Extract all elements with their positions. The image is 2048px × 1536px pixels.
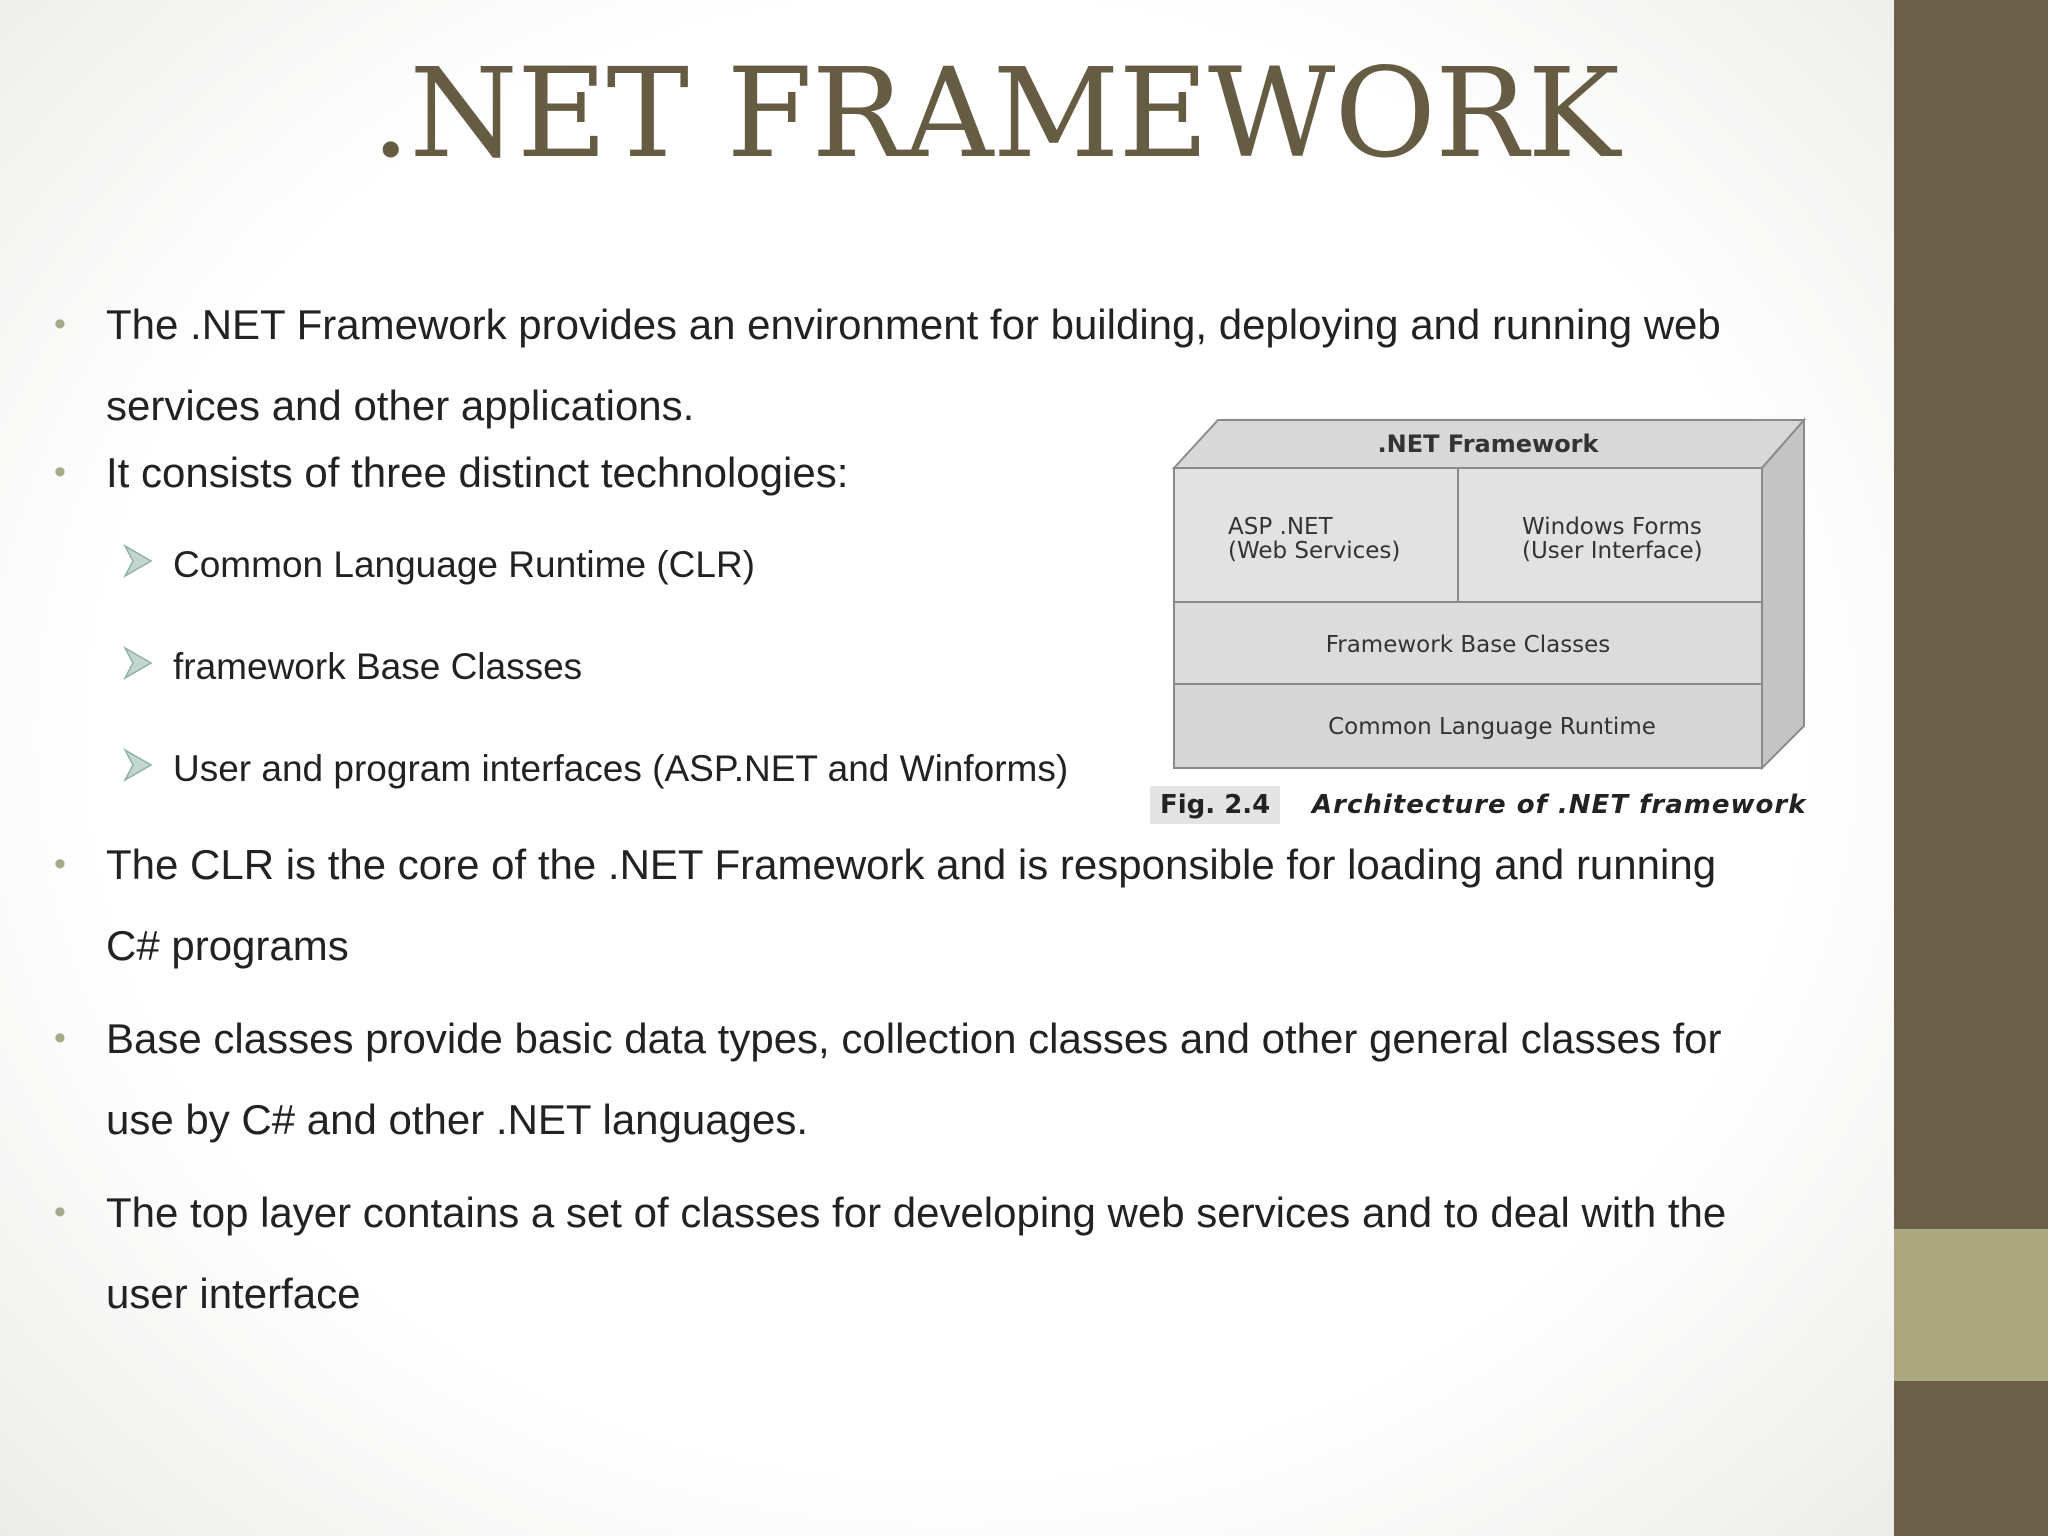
arrow-bullet-icon — [123, 748, 153, 782]
sub-item-text: Common Language Runtime (CLR) — [173, 544, 755, 585]
bullet-text-line: use by C# and other .NET languages. — [106, 1096, 809, 1143]
bullet-text-line: The .NET Framework provides an environment for building, deploying and running web — [106, 301, 1721, 348]
clr-label: Common Language Runtime — [1328, 714, 1656, 740]
bullet-dot-icon: • — [54, 1193, 66, 1231]
bullet-text-line: user interface — [106, 1270, 361, 1317]
sub-item-text: framework Base Classes — [173, 646, 583, 687]
sub-list-item — [173, 744, 1068, 794]
bullet-text-line: It consists of three distinct technologies: — [106, 449, 849, 496]
figure-caption-text: Architecture of .NET framework — [1312, 790, 1807, 820]
slide-title: .NET FRAMEWORK — [370, 42, 1620, 186]
diagram-side-face — [1762, 420, 1804, 768]
bullet-item — [54, 432, 849, 513]
bullet-dot-icon: • — [54, 845, 66, 883]
bullet-dot-icon: • — [54, 453, 66, 491]
figure-caption — [1150, 786, 1814, 826]
bullet-item — [54, 1172, 1727, 1334]
bullet-dot-icon: • — [54, 1019, 66, 1057]
base-classes-label: Framework Base Classes — [1325, 632, 1611, 658]
bullet-text-line: Base classes provide basic data types, collection classes and other general classes for — [106, 1015, 1722, 1062]
bullet-text-line: The CLR is the core of the .NET Framework and is responsible for loading and running — [106, 841, 1717, 888]
sidebar-accent — [1894, 1229, 2048, 1381]
arrow-bullet-icon — [123, 646, 153, 680]
sub-list-item — [173, 540, 755, 590]
bullet-dot-icon: • — [54, 305, 66, 343]
bullet-text-line: The top layer contains a set of classes for developing web services and to deal with the — [106, 1189, 1727, 1236]
diagram-header-label: .NET Framework — [1377, 430, 1599, 458]
sub-list-item — [173, 642, 582, 692]
bullet-text-line: services and other applications. — [106, 382, 695, 429]
bullet-item — [54, 824, 1717, 986]
windows-forms-label: Windows Forms — [1522, 514, 1702, 540]
arrow-bullet-icon — [123, 544, 153, 578]
sub-item-text: User and program interfaces (ASP.NET and Winforms) — [173, 748, 1069, 789]
windows-forms-sublabel: (User Interface) — [1522, 538, 1703, 564]
asp-net-label: ASP .NET — [1228, 514, 1333, 540]
architecture-diagram — [1148, 412, 1808, 832]
asp-net-sublabel: (Web Services) — [1228, 538, 1401, 564]
bullet-item — [54, 998, 1722, 1160]
bullet-text-line: C# programs — [106, 922, 349, 969]
figure-number: Fig. 2.4 — [1150, 786, 1280, 824]
